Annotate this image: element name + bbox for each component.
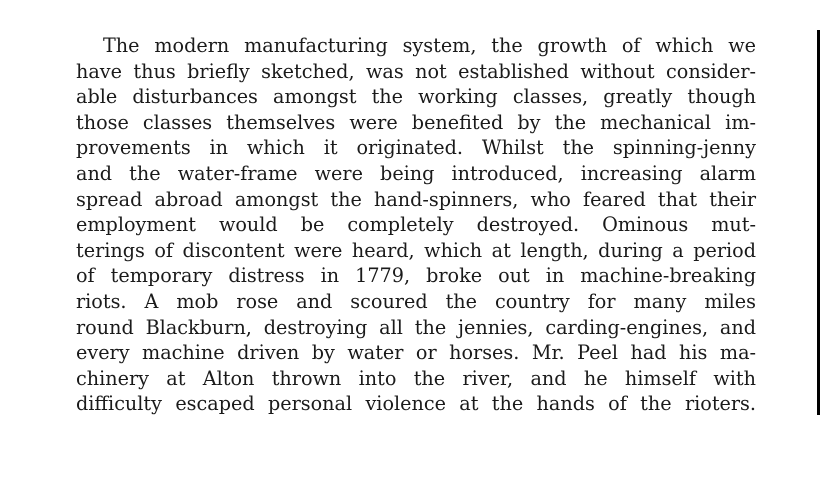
text-line: spread abroad amongst the hand-spinners, who feared that their — [76, 187, 756, 211]
text-line: of temporary distress in 1779, broke out in machine-breaking — [76, 264, 756, 288]
text-line: terings of discontent were heard, which at length, during a period — [76, 238, 756, 262]
text-line: difficulty escaped personal violence at the hands of the rioters. — [76, 392, 756, 416]
text-line: provements in which it originated. Whilst the spinning-jenny — [76, 136, 756, 160]
text-line: have thus briefly sketched, was not established without consider- — [76, 59, 756, 83]
text-line: riots. A mob rose and scoured the country for many miles — [76, 289, 756, 313]
text-line: round Blackburn, destroying all the jennies, carding-engines, and — [76, 315, 756, 339]
body-paragraph — [76, 33, 756, 417]
text-line: able disturbances amongst the working classes, greatly though — [76, 85, 756, 109]
text-line: The modern manufacturing system, the growth of which we — [103, 34, 756, 57]
page-edge-rule — [817, 30, 820, 415]
text-line: chinery at Alton thrown into the river, and he himself with — [76, 366, 756, 390]
text-line: every machine driven by water or horses. Mr. Peel had his ma- — [76, 341, 756, 365]
text-line: and the water-frame were being introduced, increasing alarm — [76, 161, 756, 185]
text-line: those classes themselves were benefited by the mechanical im- — [76, 110, 756, 134]
text-line: employment would be completely destroyed. Ominous mut- — [76, 213, 756, 237]
